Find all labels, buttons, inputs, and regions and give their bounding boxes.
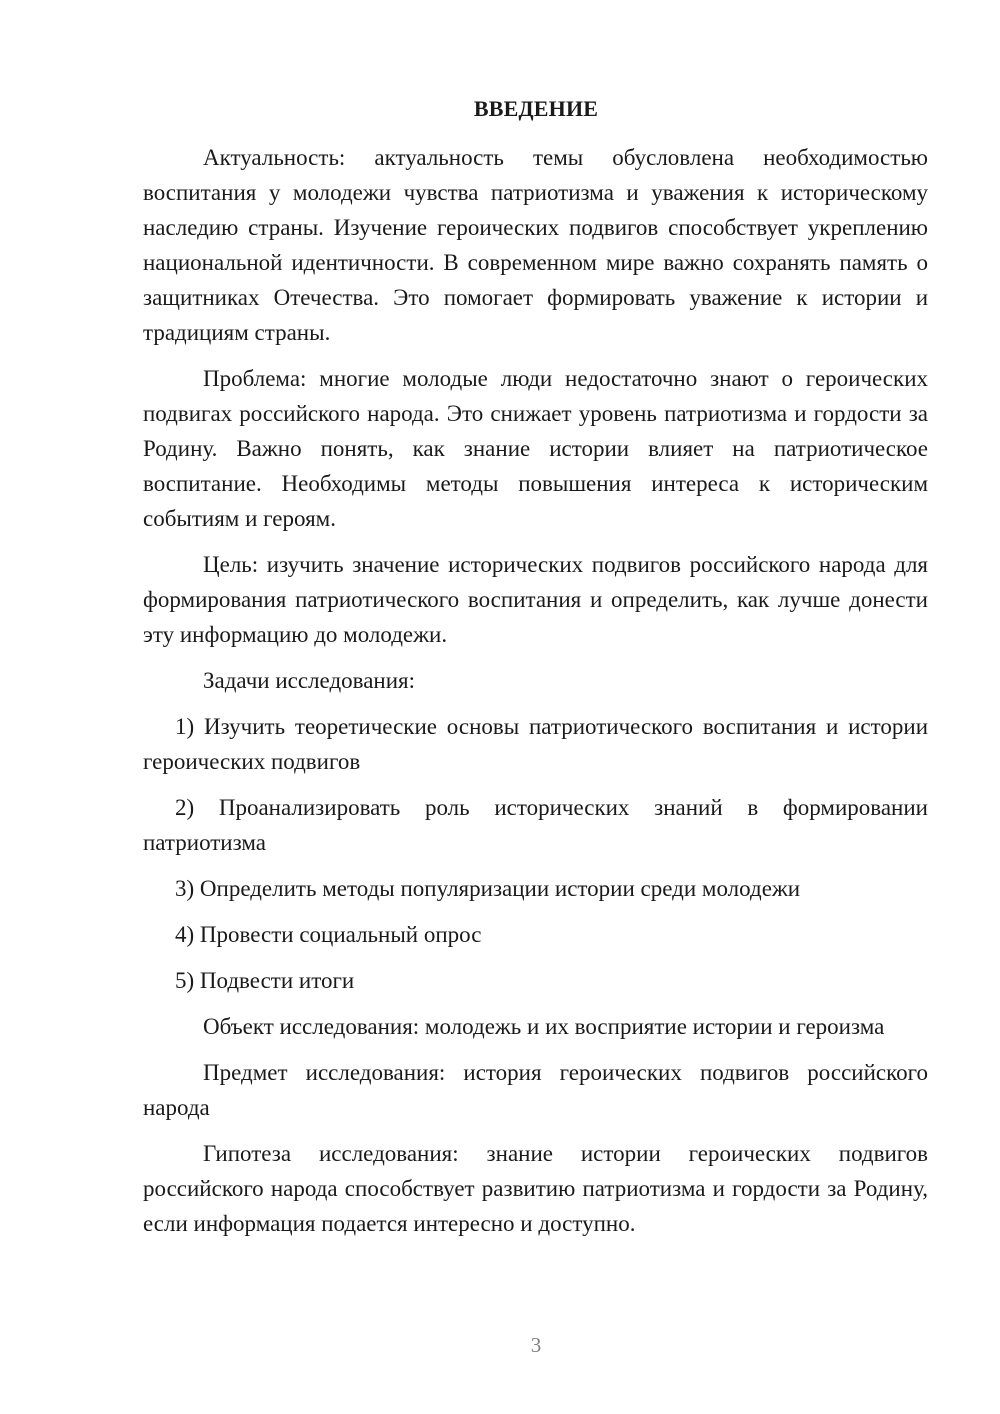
relevance-paragraph: Актуальность: актуальность темы обусловлена необходимостью воспитания у молодежи чувства патриотизма и уважения к историческому наследию страны. Изучение героических подвигов способствует укреплению национальной идентичности. В современном мире важно сохранять память о защитниках Отечества. Это помогает формировать уважение к истории и традициям страны. bbox=[143, 145, 928, 345]
task-item-1: 1) Изучить теоретические основы патриотического воспитания и истории героических подвигов bbox=[143, 714, 928, 774]
task-item-5: 5) Подвести итоги bbox=[175, 968, 355, 993]
object-paragraph: Объект исследования: молодежь и их восприятие истории и героизма bbox=[203, 1014, 885, 1039]
document-body bbox=[143, 140, 928, 1252]
goal-paragraph: Цель: изучить значение исторических подвигов российского народа для формирования патриотического воспитания и определить, как лучше донести эту информацию до молодежи. bbox=[143, 552, 928, 647]
section-heading: ВВЕДЕНИЕ bbox=[473, 96, 599, 121]
hypothesis-paragraph: Гипотеза исследования: знание истории героических подвигов российского народа способствует развитию патриотизма и гордости за Родину, если информация подается интересно и доступно. bbox=[143, 1141, 928, 1236]
tasks-title: Задачи исследования: bbox=[203, 668, 416, 693]
problem-paragraph: Проблема: многие молодые люди недостаточно знают о героических подвигах российского народа. Это снижает уровень патриотизма и гордости за Родину. Важно понять, как знание истории влияет на патриотическое воспитание. Необходимы методы повышения интереса к историческим событиям и героям. bbox=[143, 366, 928, 531]
subject-paragraph: Предмет исследования: история героических подвигов российского народа bbox=[143, 1060, 928, 1120]
task-item-4: 4) Провести социальный опрос bbox=[175, 922, 482, 947]
page-number: 3 bbox=[530, 1333, 542, 1357]
task-item-2: 2) Проанализировать роль исторических знаний в формировании патриотизма bbox=[143, 795, 928, 855]
task-item-3: 3) Определить методы популяризации истории среди молодежи bbox=[175, 876, 801, 901]
